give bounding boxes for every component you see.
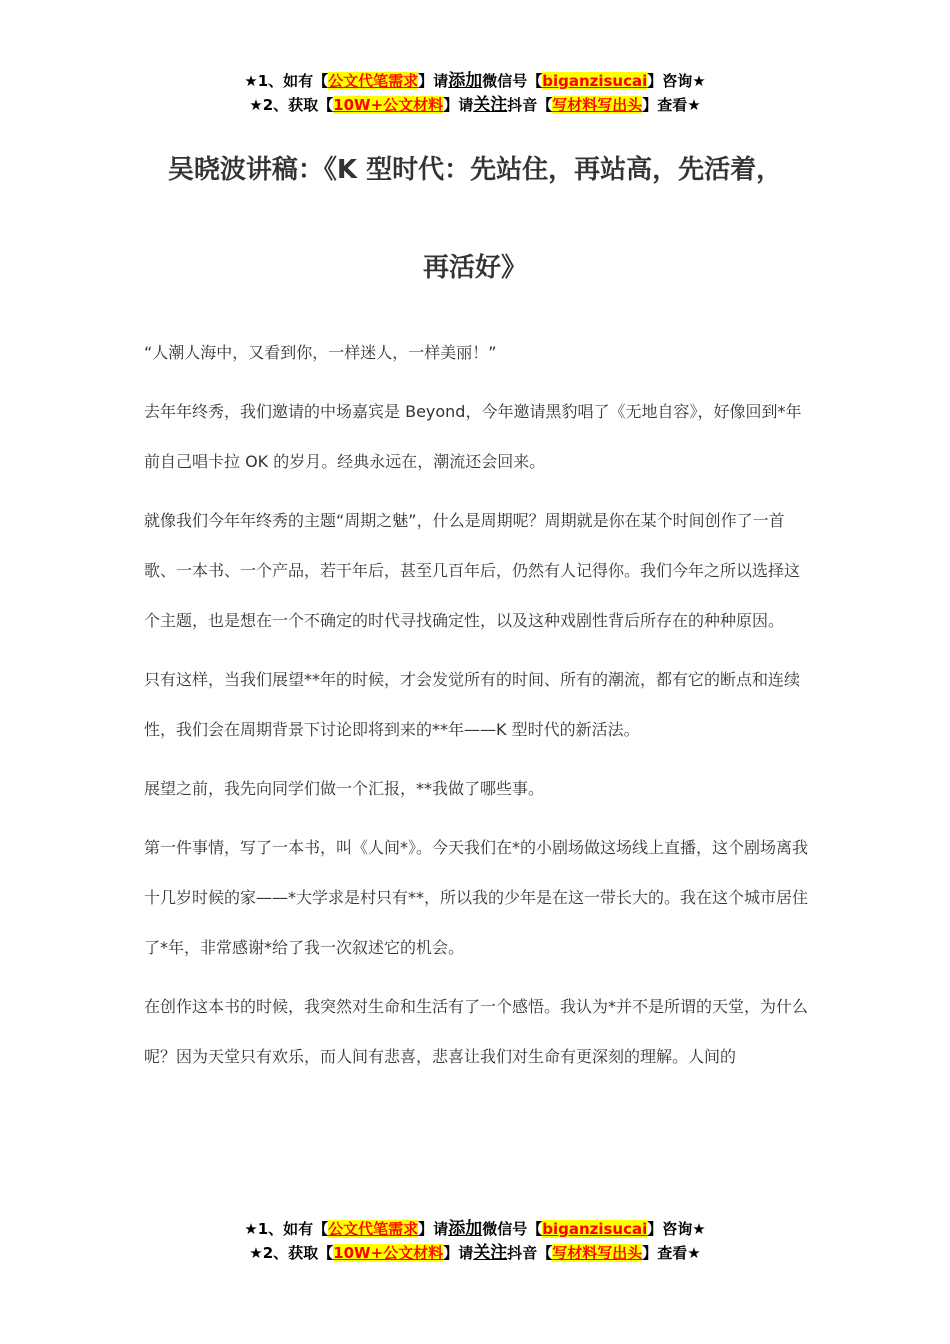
paragraph: 只有这样，当我们展望**年的时候，才会发觉所有的时间、所有的潮流，都有它的断点和连续性，我们会在周期背景下讨论即将到来的**年——K 型时代的新活法。 xyxy=(144,670,801,739)
paragraph: “人潮人海中，又看到你，一样迷人，一样美丽！” xyxy=(144,343,497,362)
banner-text: ★1、如有【 xyxy=(244,1220,329,1238)
banner-line-2 xyxy=(0,93,950,117)
banner-text: ★2、获取【 xyxy=(249,96,334,114)
banner-text: 】请 xyxy=(443,96,474,114)
banner-text: 抖音【 xyxy=(507,1244,553,1262)
title-line-2: 再活好》 xyxy=(422,253,527,283)
paragraph: 展望之前，我先向同学们做一个汇报，**我做了哪些事。 xyxy=(144,779,545,798)
banner-highlight: biganzisucai xyxy=(542,1220,648,1238)
banner-text: 微信号【 xyxy=(482,1220,543,1238)
banner-text: 】咨询★ xyxy=(647,1220,706,1238)
banner-text: 】查看★ xyxy=(642,1244,701,1262)
footer-banner xyxy=(0,1217,950,1265)
banner-highlight: 写材料写出头 xyxy=(552,1244,643,1262)
banner-text: 】查看★ xyxy=(642,96,701,114)
title-line-1: 吴晓波讲稿：《K 型时代：先站住，再站高，先活着， xyxy=(167,155,783,185)
header-banner xyxy=(0,69,950,117)
banner-emphasis: 添加 xyxy=(448,1219,483,1239)
banner-line-1 xyxy=(0,69,950,93)
banner-highlight: 10W+公文材料 xyxy=(333,1244,444,1262)
paragraph: 就像我们今年年终秀的主题“周期之魅”，什么是周期呢？周期就是你在某个时间创作了一首歌、一本书、一个产品，若干年后，甚至几百年后，仍然有人记得你。我们今年之所以选择这个主题，也是想在一个不确定的时代寻找确定性，以及这种戏剧性背后所存在的种种原因。 xyxy=(144,511,801,630)
paragraph: 去年年终秀，我们邀请的中场嘉宾是 Beyond，今年邀请黑豹唱了《无地自容》，好像回到*年前自己唱卡拉 OK 的岁月。经典永远在，潮流还会回来。 xyxy=(144,402,802,471)
banner-emphasis: 添加 xyxy=(448,71,483,91)
banner-text: 抖音【 xyxy=(507,96,553,114)
banner-highlight: 10W+公文材料 xyxy=(333,96,444,114)
paragraph: 在创作这本书的时候，我突然对生命和生活有了一个感悟。我认为*并不是所谓的天堂，为什么呢？因为天堂只有欢乐，而人间有悲喜，悲喜让我们对生命有更深刻的理解。人间的 xyxy=(144,997,809,1066)
banner-highlight: 公文代笔需求 xyxy=(328,1220,419,1238)
banner-text: ★1、如有【 xyxy=(244,72,329,90)
banner-emphasis: 关注 xyxy=(473,1243,508,1263)
page-title xyxy=(140,121,810,317)
banner-text: 】请 xyxy=(418,72,449,90)
banner-text: 微信号【 xyxy=(482,72,543,90)
banner-text: 】请 xyxy=(443,1244,474,1262)
article-body xyxy=(144,328,810,1091)
banner-text: 】咨询★ xyxy=(647,72,706,90)
banner-highlight: biganzisucai xyxy=(542,72,648,90)
banner-highlight: 公文代笔需求 xyxy=(328,72,419,90)
banner-text: 】请 xyxy=(418,1220,449,1238)
banner-emphasis: 关注 xyxy=(473,95,508,115)
banner-highlight: 写材料写出头 xyxy=(552,96,643,114)
banner-line-1 xyxy=(0,1217,950,1241)
banner-text: ★2、获取【 xyxy=(249,1244,334,1262)
banner-line-2 xyxy=(0,1241,950,1265)
paragraph: 第一件事情，写了一本书，叫《人间*》。今天我们在*的小剧场做这场线上直播，这个剧场离我十几岁时候的家——*大学求是村只有**，所以我的少年是在这一带长大的。我在这个城市居住了*年，非常感谢*给了我一次叙述它的机会。 xyxy=(144,838,809,957)
